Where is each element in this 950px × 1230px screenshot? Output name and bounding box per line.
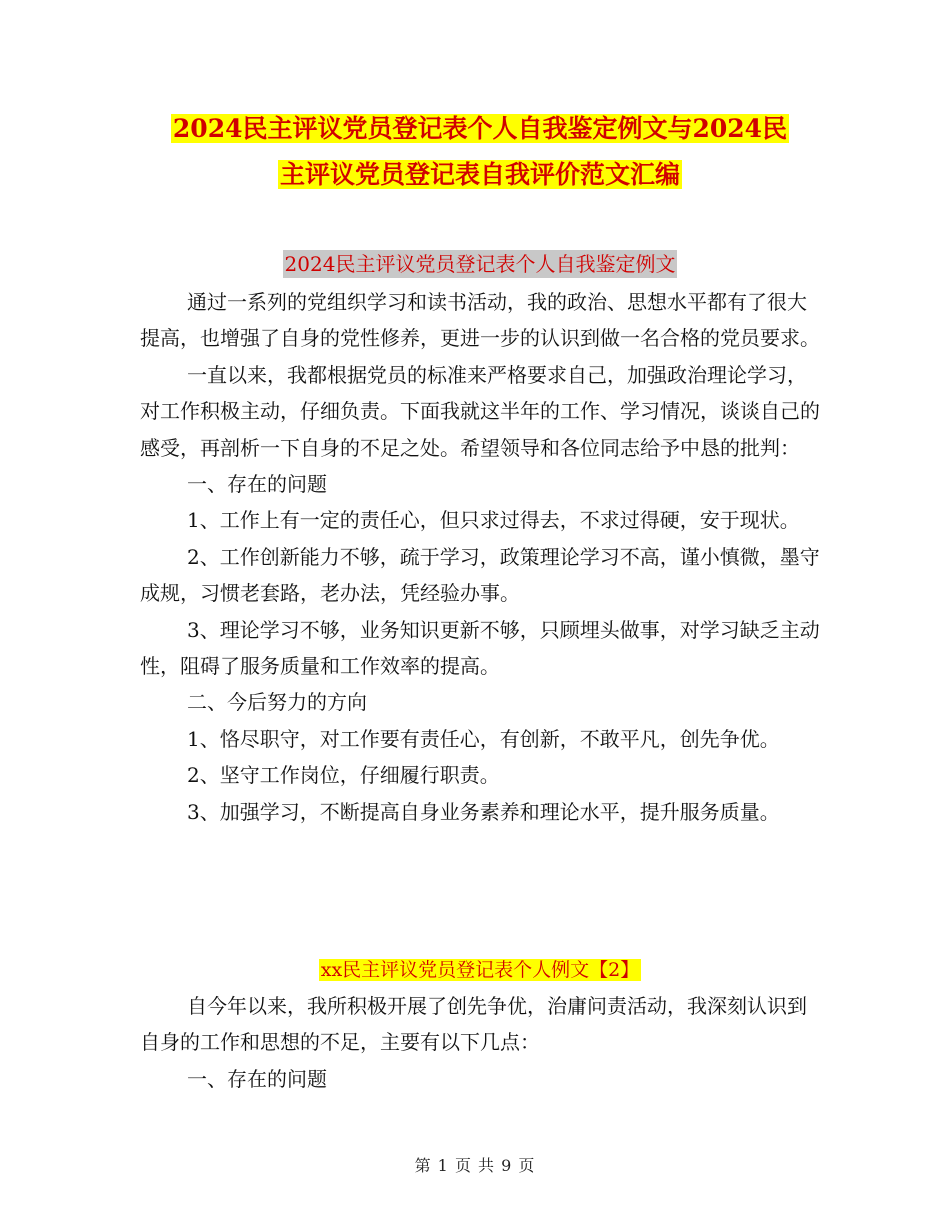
- section1-heading: 2024民主评议党员登记表个人自我鉴定例文: [284, 252, 676, 276]
- list-item: 3、加强学习，不断提高自身业务素养和理论水平，提升服务质量。: [187, 799, 780, 824]
- list-item: 2、工作创新能力不够，疏于学习，政策理论学习不高，谨小慎微，墨守成规，习惯老套路，老办法，凭经验办事。: [140, 544, 820, 606]
- list-item: 2、坚守工作岗位，仔细履行职责。: [187, 763, 500, 788]
- list-item: 1、恪尽职守，对工作要有责任心，有创新，不敢平凡，创先争优。: [187, 726, 780, 751]
- paragraph: 自今年以来，我所积极开展了创先争优，治庸问责活动，我深刻认识到自身的工作和思想的不足，主要有以下几点：: [140, 994, 807, 1055]
- section2-body: [140, 988, 820, 1097]
- document-title: [140, 106, 820, 198]
- paragraph: 一直以来，我都根据党员的标准来严格要求自己，加强政治理论学习，对工作积极主动，仔细负责。下面我就这半年的工作、学习情况，谈谈自己的感受，再剖析一下自身的不足之处。希望领导和各位同志给予中恳的批判：: [140, 362, 820, 460]
- paragraph: 通过一系列的党组织学习和读书活动，我的政治、思想水平都有了很大提高，也增强了自身的党性修养，更进一步的认识到做一名合格的党员要求。: [140, 290, 820, 351]
- list-item: 1、工作上有一定的责任心，但只求过得去，不求过得硬，安于现状。: [187, 508, 800, 533]
- section-heading: 二、今后努力的方向: [187, 690, 367, 715]
- section1-body: [140, 284, 820, 830]
- section-heading: 一、存在的问题: [187, 1066, 327, 1091]
- list-item: 3、理论学习不够，业务知识更新不够，只顾埋头做事，对学习缺乏主动性，阻碍了服务质量和工作效率的提高。: [140, 617, 820, 679]
- page-number-footer: 第 1 页 共 9 页: [414, 1156, 536, 1175]
- section2-heading: xx民主评议党员登记表个人例文【2】: [320, 959, 640, 981]
- title-line-2: 主评议党员登记表自我评价范文汇编: [279, 160, 680, 189]
- section-heading: 一、存在的问题: [187, 472, 327, 497]
- title-line-1: 2024民主评议党员登记表个人自我鉴定例文与2024民: [172, 114, 788, 143]
